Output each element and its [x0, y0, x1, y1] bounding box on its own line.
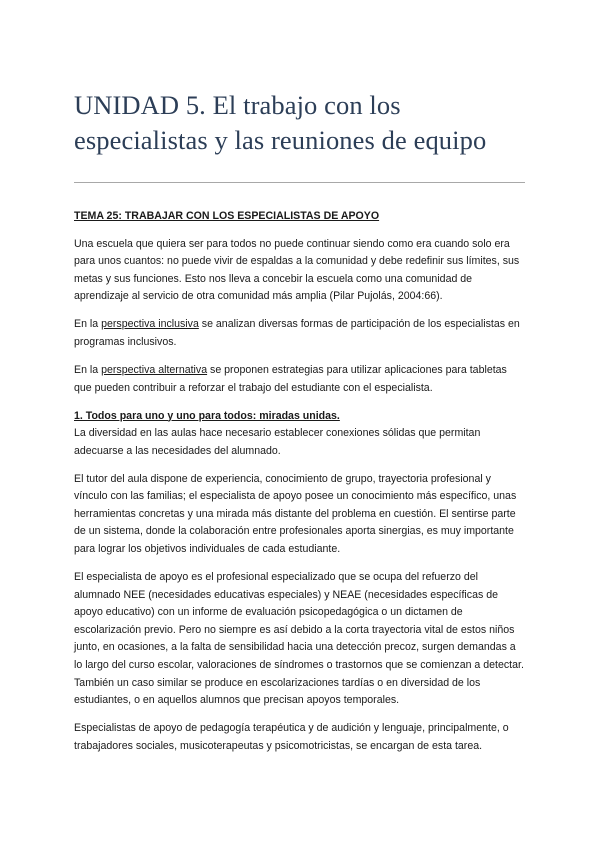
paragraph-perspectiva-inclusiva [74, 316, 526, 351]
document-body [74, 208, 526, 755]
text-fragment: se proponen estrategias para utilizar aplicaciones para tabletas que pueden contribuir a reforzar el trabajo del estudiante con el especialista. [74, 363, 507, 394]
title-divider [74, 182, 525, 183]
paragraph-tutor: El tutor del aula dispone de experiencia, conocimiento de grupo, trayectoria profesional y vínculo con las familias; el especialista de apoyo posee un conocimiento más específico, unas herramientas concretas y una mirada más distante del problema en cuestión. El sentirse parte de un sistema, donde la colaboración entre profesionales aporta sinergias, es muy importante para lograr los objetivos individuales de cada estudiante. [74, 472, 517, 556]
text-fragment: En la [74, 363, 102, 376]
perspectiva-inclusiva-link[interactable]: perspectiva inclusiva [101, 318, 199, 331]
title-line-1: UNIDAD 5. El trabajo con los [74, 90, 401, 120]
section-1-heading: 1. Todos para uno y uno para todos: miradas unidas. [74, 409, 340, 422]
text-fragment: se analizan diversas formas de participación de los especialistas en programas inclusivos. [74, 318, 520, 348]
perspectiva-alternativa-link[interactable]: perspectiva alternativa [101, 363, 208, 376]
section-1-intro: La diversidad en las aulas hace necesario establecer conexiones sólidas que permitan adecuarse a las necesidades del alumnado. [74, 427, 481, 457]
paragraph-intro: Una escuela que quiera ser para todos no puede continuar siendo como era cuando solo era para unos cuantos: no puede vivir de espaldas a la comunidad y debe redefinir sus límites, sus metas y sus funciones. Esto nos lleva a concebir la escuela como una comunidad de aprendizaje al servicio de otra comunidad más amplia (Pilar Pujolás, 2004:66). [74, 237, 520, 303]
section-1 [74, 408, 526, 461]
text-fragment: En la [74, 318, 102, 331]
paragraph-perspectiva-alternativa [74, 362, 526, 397]
paragraph-especialista: El especialista de apoyo es el profesional especializado que se ocupa del refuerzo del alumnado NEE (necesidades educativas especiales) y NEAE (necesidades específicas de apoyo educativo) con un informe de evaluación psicopedagógica o un dictamen de escolarización previo. Pero no siempre es así debido a la corta trayectoria vital de estos niños junto, en ocasiones, a la falta de sensibilidad hacia una detección precoz, surgen demandas a lo largo del curso escolar, valoraciones de síndromes o trastornos que se comienzan a detectar. También un caso similar se produce en escolarizaciones tardías o en diversidad de los estudiantes, o en aquellos alumnos que precisan apoyos temporales. [74, 571, 524, 707]
tema-heading: TEMA 25: TRABAJAR CON LOS ESPECIALISTAS DE APOYO [74, 210, 380, 222]
title-line-2: especialistas y las reuniones de equipo [74, 125, 487, 155]
paragraph-especialistas-apoyo: Especialistas de apoyo de pedagogía terapéutica y de audición y lenguaje, principalmente, o trabajadores sociales, musicoterapeutas y psicomotricistas, se encargan de esta tarea. [74, 722, 509, 752]
page-title [74, 0, 526, 158]
